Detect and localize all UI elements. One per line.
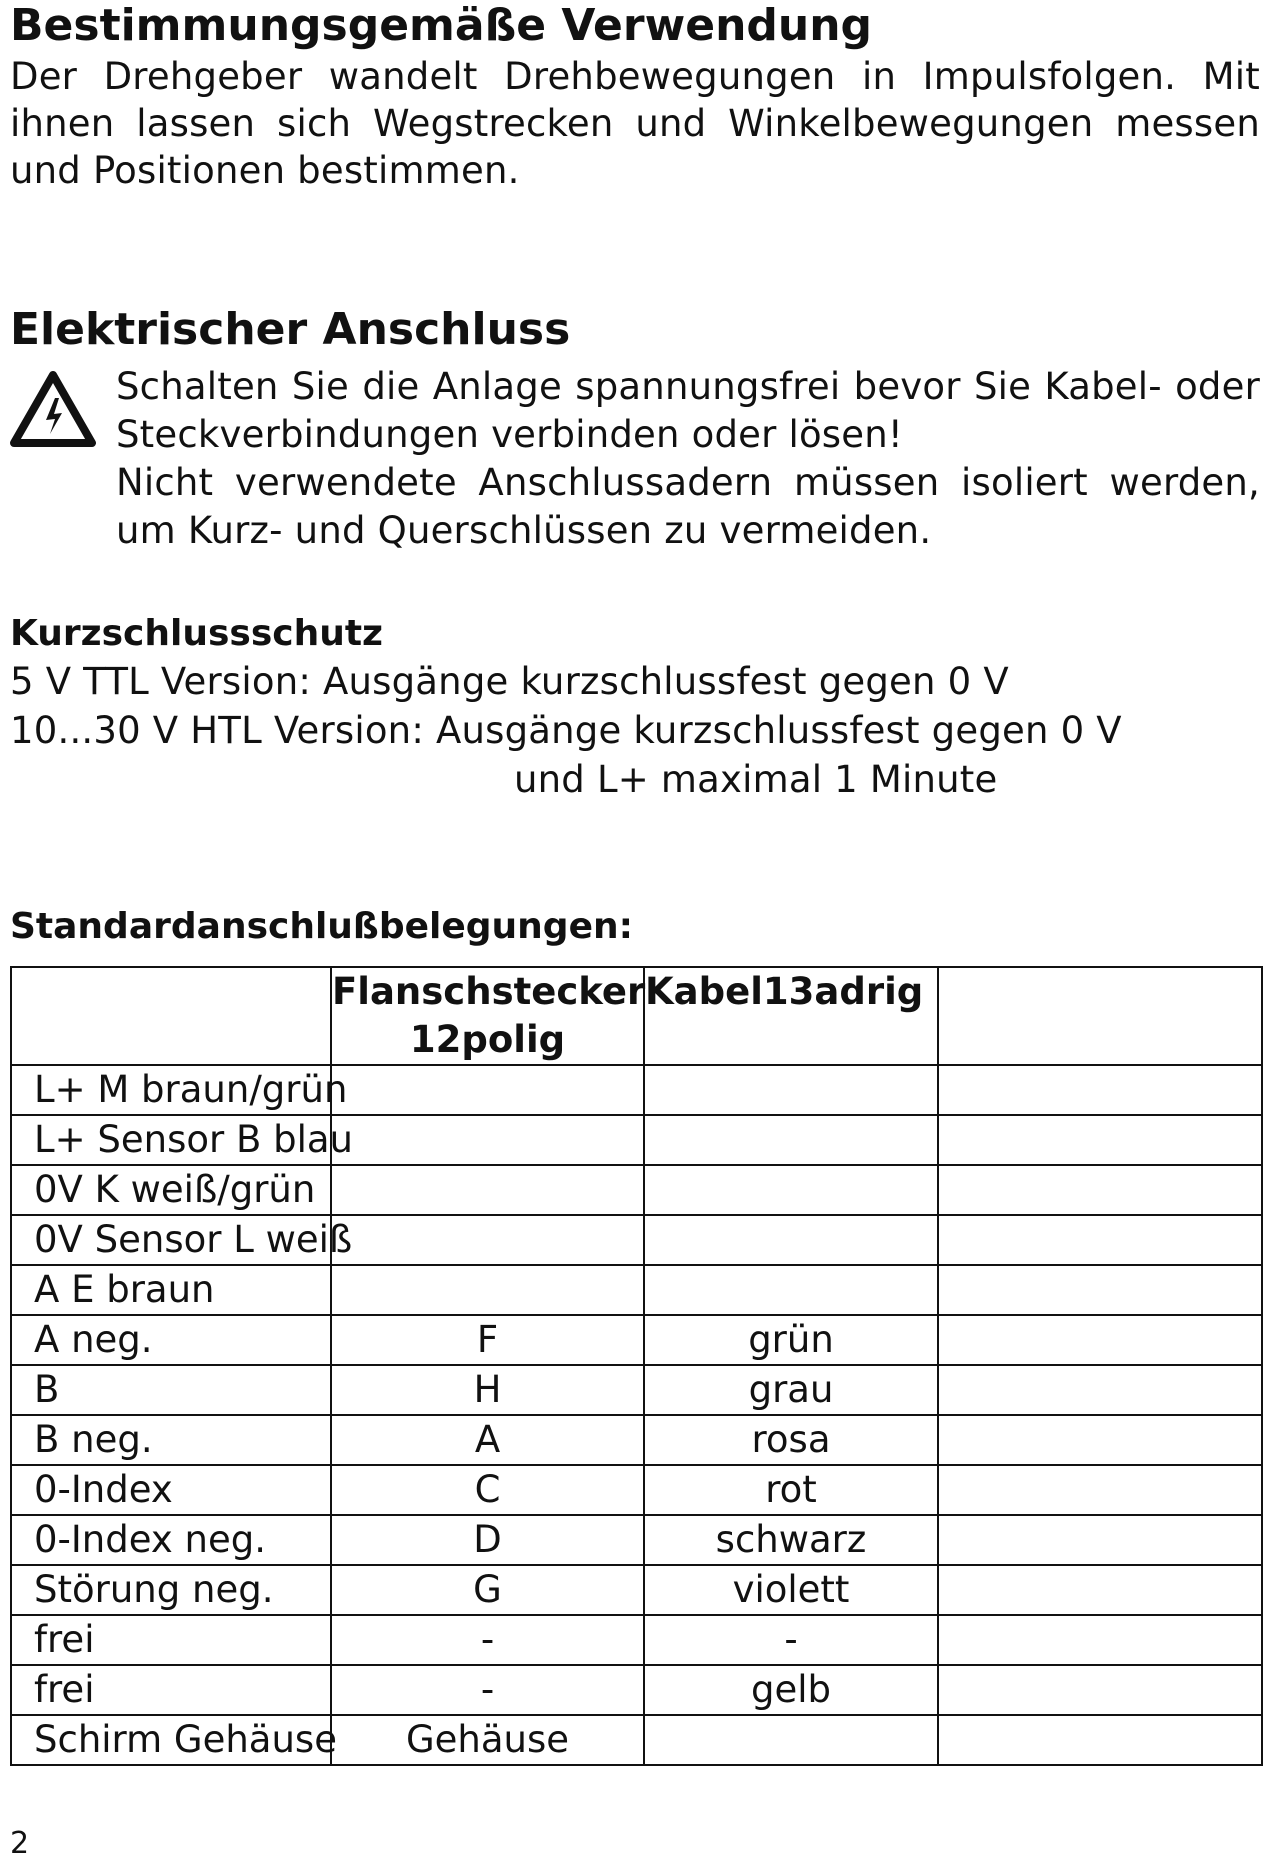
pin-signal-cell: L+ Sensor B blau [11,1115,331,1165]
table-row [11,1715,1262,1765]
pin-extra-cell [938,1515,1262,1565]
pin-cable-cell: rot [644,1465,938,1515]
table-row [11,1115,1262,1165]
pin-signal-cell: B [11,1365,331,1415]
pinout-table [10,966,1263,1766]
table-row [11,1265,1262,1315]
pin-plug-cell: C [331,1465,644,1515]
pin-extra-cell [938,1315,1262,1365]
short-circuit-heading: Kurzschlussschutz [10,613,384,654]
table-row [11,1165,1262,1215]
pin-cable-cell: schwarz [644,1515,938,1565]
pin-signal-cell: Schirm Gehäuse [11,1715,331,1765]
table-row [11,1465,1262,1515]
pin-plug-cell: - [331,1615,644,1665]
intended-use-text: Der Drehgeber wandelt Drehbewegungen in Impulsfolgen. Mit ihnen lassen sich Wegstrecken und Winkelbewegungen messen und Positionen bestimmen. [10,55,1260,192]
pin-extra-cell [938,1115,1262,1165]
pin-signal-cell: L+ M braun/grün [11,1065,331,1115]
short-circuit-ttl: 5 V TTL Version: Ausgänge kurzschlussfest gegen 0 V [10,660,1009,703]
pin-plug-cell [331,1215,644,1265]
table-row [11,1365,1262,1415]
pin-signal-cell: 0-Index [11,1465,331,1515]
header-flange-plug-line1: Flanschstecker [332,970,646,1013]
header-cable: Kabel13adrig [644,967,938,1065]
pin-extra-cell [938,1465,1262,1515]
pin-plug-cell [331,1165,644,1215]
pin-cable-cell: grau [644,1365,938,1415]
table-row [11,1315,1262,1365]
pin-cable-cell [644,1715,938,1765]
pin-extra-cell [938,1215,1262,1265]
pin-signal-cell: B neg. [11,1415,331,1465]
pin-signal-cell: A E braun [11,1265,331,1315]
pin-plug-cell: Gehäuse [331,1715,644,1765]
warning-line-1: Schalten Sie die Anlage spannungsfrei bevor Sie Kabel- oder Steckverbindungen verbinden oder lösen! [116,365,1260,456]
pin-extra-cell [938,1565,1262,1615]
header-flange-plug [331,967,644,1065]
pin-plug-cell: - [331,1665,644,1715]
table-row [11,1515,1262,1565]
pin-plug-cell: A [331,1415,644,1465]
pin-signal-cell: 0V K weiß/grün [11,1165,331,1215]
table-row [11,1415,1262,1465]
table-row [11,1065,1262,1115]
table-row [11,1565,1262,1615]
pin-extra-cell [938,1365,1262,1415]
pin-extra-cell [938,1615,1262,1665]
pinout-heading: Standardanschlußbelegungen: [10,906,634,947]
electrical-warning-text [116,363,1260,555]
pin-signal-cell: 0V Sensor L weiß [11,1215,331,1265]
pin-cable-cell: - [644,1615,938,1665]
pin-extra-cell [938,1715,1262,1765]
warning-line-2: Nicht verwendete Anschlussadern müssen isoliert werden, um Kurz- und Querschlüssen zu vermeiden. [116,461,1260,552]
pin-cable-cell: violett [644,1565,938,1615]
pin-cable-cell: grün [644,1315,938,1365]
pin-cable-cell [644,1065,938,1115]
pin-extra-cell [938,1165,1262,1215]
pin-cable-cell [644,1115,938,1165]
pin-extra-cell [938,1065,1262,1115]
pin-plug-cell: H [331,1365,644,1415]
pin-extra-cell [938,1265,1262,1315]
pin-cable-cell [644,1165,938,1215]
table-row [11,1665,1262,1715]
pin-cable-cell: rosa [644,1415,938,1465]
table-row [11,1215,1262,1265]
pin-cable-cell [644,1265,938,1315]
pin-cable-cell [644,1215,938,1265]
page-number: 2 [10,1826,30,1861]
pin-plug-cell: D [331,1515,644,1565]
pin-signal-cell: frei [11,1665,331,1715]
header-flange-plug-line2: 12polig [409,1018,566,1061]
pin-extra-cell [938,1415,1262,1465]
table-row [11,1615,1262,1665]
pin-signal-cell: frei [11,1615,331,1665]
pin-plug-cell: F [331,1315,644,1365]
pin-plug-cell [331,1265,644,1315]
short-circuit-htl-cont: und L+ maximal 1 Minute [514,758,998,801]
pin-plug-cell: G [331,1565,644,1615]
pinout-header-row [11,967,1262,1065]
electrical-heading: Elektrischer Anschluss [10,304,571,355]
pin-signal-cell: 0-Index neg. [11,1515,331,1565]
high-voltage-warning-icon [10,370,96,448]
pin-signal-cell: A neg. [11,1315,331,1365]
pin-extra-cell [938,1665,1262,1715]
pin-cable-cell: gelb [644,1665,938,1715]
pin-signal-cell: Störung neg. [11,1565,331,1615]
short-circuit-htl: 10...30 V HTL Version: Ausgänge kurzschlussfest gegen 0 V [10,709,1122,752]
header-signal [11,967,331,1065]
pin-plug-cell [331,1115,644,1165]
header-empty [938,967,1262,1065]
intended-use-heading: Bestimmungsgemäße Verwendung [10,0,873,51]
pin-plug-cell [331,1065,644,1115]
